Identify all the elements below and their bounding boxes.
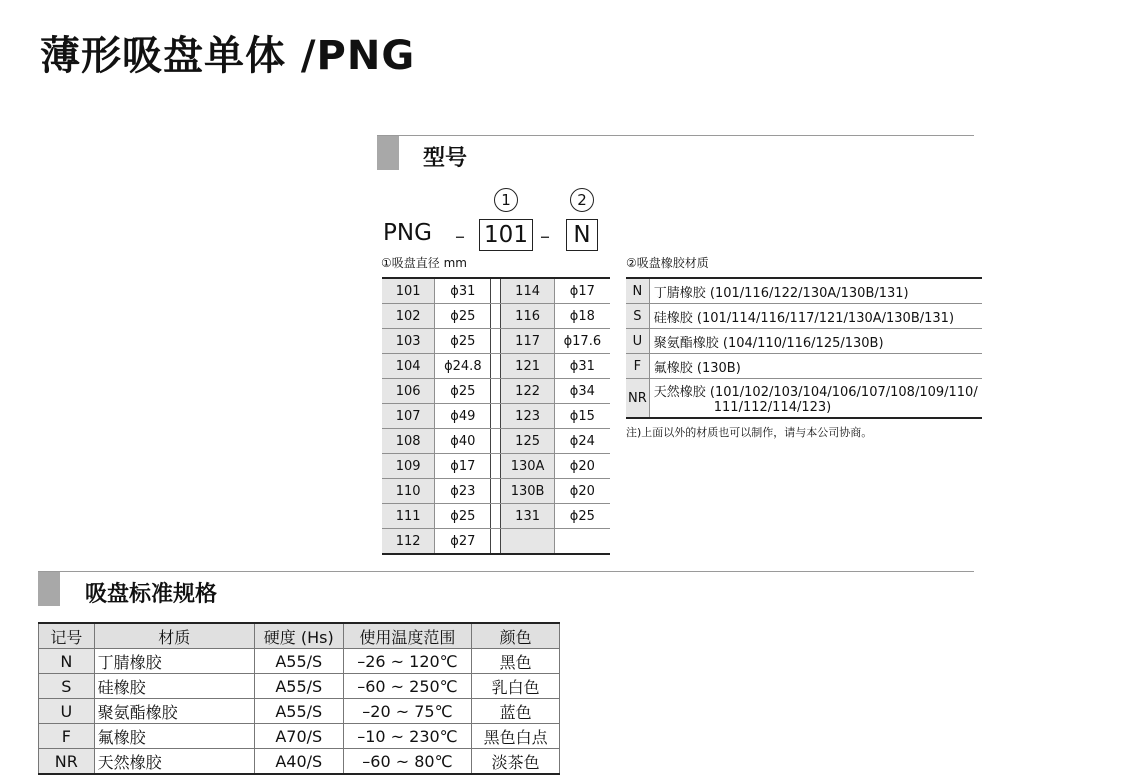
diameter-value: ϕ23 [435, 479, 491, 504]
diameter-row [382, 454, 610, 479]
spec-header-cell: 颜色 [472, 623, 560, 649]
diameter-code: 109 [382, 454, 435, 479]
material-row [626, 304, 982, 329]
spec-header-cell: 使用温度范围 [343, 623, 472, 649]
column-gap [491, 504, 501, 529]
spec-row [39, 724, 560, 749]
spec-header-cell: 材质 [94, 623, 254, 649]
material-row [626, 354, 982, 379]
diameter-value: ϕ31 [554, 354, 610, 379]
diameter-code: 114 [501, 278, 554, 304]
model-dash-2: – [540, 224, 550, 248]
column-gap [491, 454, 501, 479]
diameter-row [382, 504, 610, 529]
spec-material-cell: 丁腈橡胶 [94, 649, 254, 674]
diameter-label: ①吸盘直径 mm [381, 256, 467, 270]
diameter-code: 108 [382, 429, 435, 454]
diameter-row [382, 529, 610, 555]
spec-temp-cell: –20 ~ 75℃ [343, 699, 472, 724]
spec-material-cell: 氟橡胶 [94, 724, 254, 749]
spec-key-cell: F [39, 724, 95, 749]
diameter-value: ϕ27 [435, 529, 491, 555]
spec-key-cell: U [39, 699, 95, 724]
model-prefix: PNG [383, 220, 432, 246]
diameter-code: 104 [382, 354, 435, 379]
spec-material-cell: 天然橡胶 [94, 749, 254, 775]
model-material-box: N [566, 219, 598, 251]
column-gap [491, 429, 501, 454]
column-gap [491, 304, 501, 329]
material-desc-line: 111/112/114/123) [713, 400, 832, 415]
diameter-row [382, 354, 610, 379]
spec-hardness-cell: A55/S [254, 674, 343, 699]
material-table [626, 277, 982, 419]
model-diameter-box: 101 [479, 219, 533, 251]
spec-hardness-cell: A70/S [254, 724, 343, 749]
diameter-value: ϕ17.6 [554, 329, 610, 354]
material-row [626, 278, 982, 304]
section-marker [38, 572, 60, 606]
diameter-value: ϕ17 [435, 454, 491, 479]
spec-temp-cell: –10 ~ 230℃ [343, 724, 472, 749]
column-gap [491, 329, 501, 354]
diameter-table [382, 277, 610, 555]
column-gap [491, 479, 501, 504]
spec-material-cell: 硅橡胶 [94, 674, 254, 699]
diameter-value: ϕ25 [435, 504, 491, 529]
diameter-code: 101 [382, 278, 435, 304]
diameter-code: 112 [382, 529, 435, 555]
diameter-code: 116 [501, 304, 554, 329]
diameter-code: 121 [501, 354, 554, 379]
spec-key-cell: S [39, 674, 95, 699]
column-gap [491, 278, 501, 304]
diameter-value [554, 529, 610, 555]
page-title: 薄形吸盘单体 /PNG [40, 33, 416, 79]
diameter-value: ϕ17 [554, 278, 610, 304]
diameter-value: ϕ31 [435, 278, 491, 304]
model-dash-1: – [455, 224, 465, 248]
spec-header-row [39, 623, 560, 649]
spec-table [38, 622, 560, 775]
spec-material-cell: 聚氨酯橡胶 [94, 699, 254, 724]
material-key: U [626, 329, 649, 354]
material-desc-line: 天然橡胶 (101/102/103/104/106/107/108/109/110/ [653, 385, 978, 400]
material-desc: 丁腈橡胶 (101/116/122/130A/130B/131) [649, 278, 981, 304]
circle-marker-1: 1 [494, 188, 518, 212]
spec-row [39, 649, 560, 674]
spec-key-cell: NR [39, 749, 95, 775]
diameter-value: ϕ18 [554, 304, 610, 329]
diameter-code: 103 [382, 329, 435, 354]
spec-temp-cell: –60 ~ 250℃ [343, 674, 472, 699]
diameter-code: 122 [501, 379, 554, 404]
diameter-value: ϕ25 [435, 379, 491, 404]
diameter-value: ϕ34 [554, 379, 610, 404]
diameter-row [382, 304, 610, 329]
spec-temp-cell: –60 ~ 80℃ [343, 749, 472, 775]
spec-key-cell: N [39, 649, 95, 674]
diameter-value: ϕ25 [435, 304, 491, 329]
material-key: NR [626, 379, 649, 419]
column-gap [491, 354, 501, 379]
spec-color-cell: 蓝色 [472, 699, 560, 724]
spec-color-cell: 黑色 [472, 649, 560, 674]
spec-hardness-cell: A55/S [254, 649, 343, 674]
section-marker [377, 136, 399, 170]
section-rule [38, 571, 974, 572]
diameter-value: ϕ20 [554, 454, 610, 479]
spec-row [39, 749, 560, 775]
diameter-row [382, 429, 610, 454]
material-key: N [626, 278, 649, 304]
diameter-code: 130B [501, 479, 554, 504]
spec-header-cell: 硬度 (Hs) [254, 623, 343, 649]
diameter-value: ϕ24 [554, 429, 610, 454]
material-row [626, 379, 982, 419]
diameter-code: 123 [501, 404, 554, 429]
diameter-value: ϕ40 [435, 429, 491, 454]
diameter-code: 130A [501, 454, 554, 479]
diameter-code: 107 [382, 404, 435, 429]
material-row [626, 329, 982, 354]
spec-hardness-cell: A55/S [254, 699, 343, 724]
material-key: S [626, 304, 649, 329]
spec-color-cell: 黑色白点 [472, 724, 560, 749]
diameter-value: ϕ24.8 [435, 354, 491, 379]
model-heading: 型号 [423, 146, 468, 171]
spec-hardness-cell: A40/S [254, 749, 343, 775]
spec-row [39, 699, 560, 724]
diameter-value: ϕ25 [435, 329, 491, 354]
diameter-row [382, 379, 610, 404]
diameter-row [382, 404, 610, 429]
diameter-value: ϕ25 [554, 504, 610, 529]
diameter-code: 125 [501, 429, 554, 454]
material-desc: 氟橡胶 (130B) [649, 354, 981, 379]
diameter-row [382, 329, 610, 354]
spec-header-cell: 记号 [39, 623, 95, 649]
diameter-code: 117 [501, 329, 554, 354]
diameter-row [382, 479, 610, 504]
diameter-value: ϕ49 [435, 404, 491, 429]
diameter-row [382, 278, 610, 304]
spec-heading: 吸盘标准规格 [85, 582, 218, 607]
column-gap [491, 529, 501, 555]
column-gap [491, 404, 501, 429]
diameter-value: ϕ15 [554, 404, 610, 429]
material-desc [649, 379, 981, 419]
material-desc: 聚氨酯橡胶 (104/110/116/125/130B) [649, 329, 981, 354]
circle-marker-2: 2 [570, 188, 594, 212]
spec-color-cell: 淡茶色 [472, 749, 560, 775]
diameter-code [501, 529, 554, 555]
diameter-code: 110 [382, 479, 435, 504]
diameter-code: 131 [501, 504, 554, 529]
material-desc: 硅橡胶 (101/114/116/117/121/130A/130B/131) [649, 304, 981, 329]
spec-temp-cell: –26 ~ 120℃ [343, 649, 472, 674]
material-key: F [626, 354, 649, 379]
diameter-value: ϕ20 [554, 479, 610, 504]
section-rule [377, 135, 974, 136]
diameter-code: 102 [382, 304, 435, 329]
material-label: ②吸盘橡胶材质 [626, 256, 709, 270]
spec-color-cell: 乳白色 [472, 674, 560, 699]
column-gap [491, 379, 501, 404]
spec-row [39, 674, 560, 699]
diameter-code: 111 [382, 504, 435, 529]
material-note: 注)上面以外的材质也可以制作，请与本公司协商。 [626, 426, 873, 439]
diameter-code: 106 [382, 379, 435, 404]
